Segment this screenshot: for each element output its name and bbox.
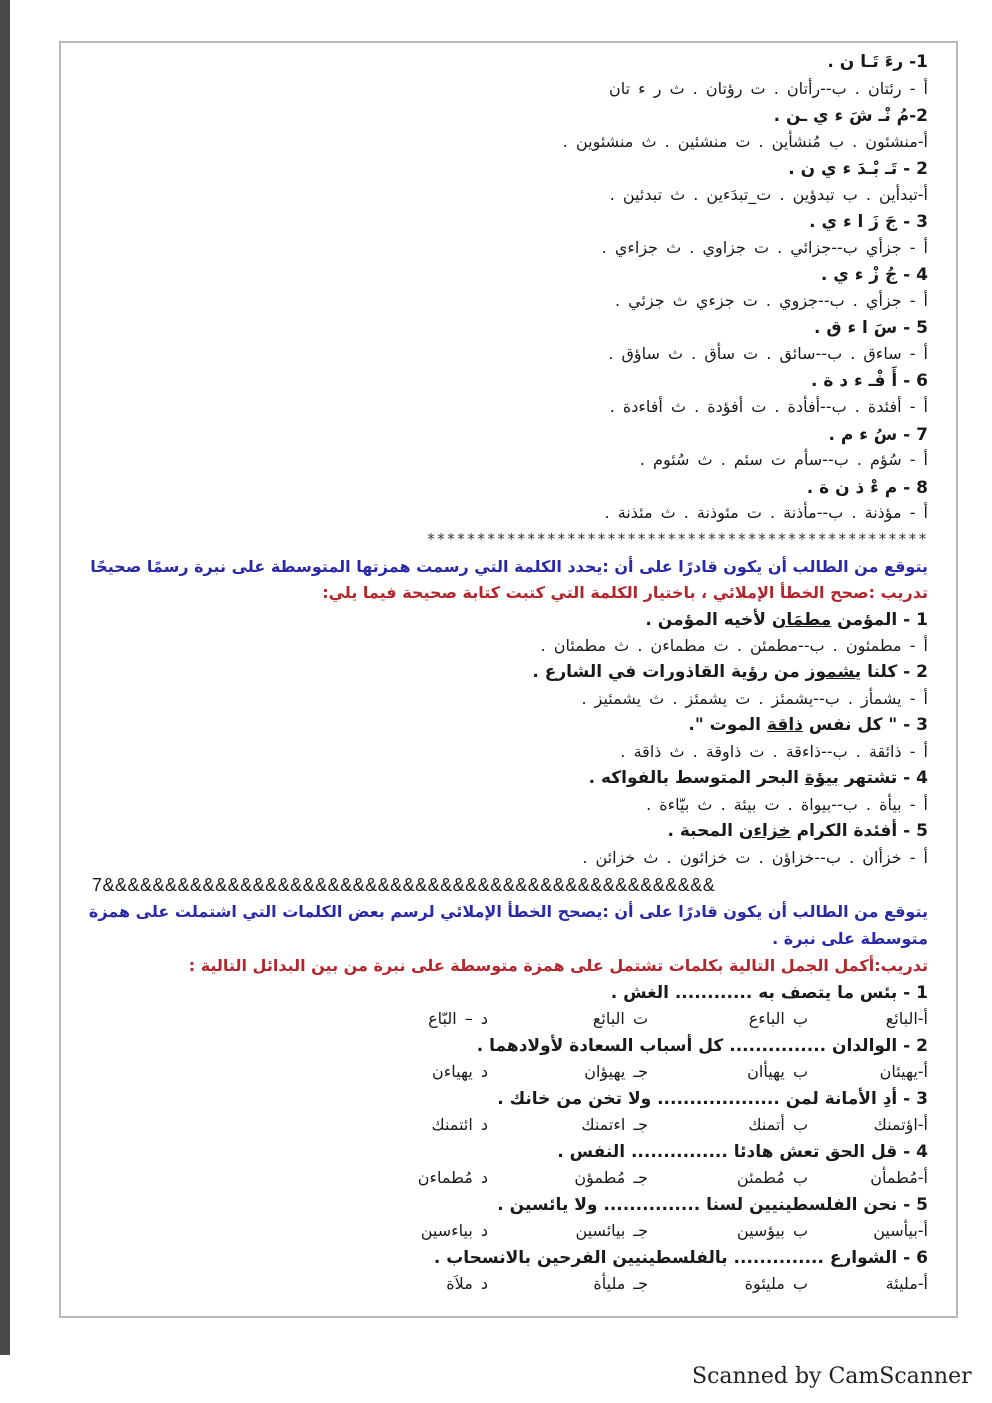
s3-q6-opt-a: أ-مليئة: [885, 1274, 928, 1293]
s3-q4-opt-b: ب مُطمئن: [736, 1168, 808, 1187]
s2-q3-pre: 3 - " كل نفس: [802, 715, 928, 735]
s1-options-4: أ - جزأي ب--جزائي . ت جزاوي . ث جزاءي .: [601, 238, 928, 257]
s2-q4-post: البحر المتوسط بالفواكه .: [588, 768, 805, 788]
s2-q5-pre: 5 - أفئدة الكرام: [790, 821, 928, 841]
s3-options-3: [80, 1114, 992, 1136]
s2-q1-pre: 1 - المؤمن: [831, 610, 928, 630]
s2-question-2: [80, 661, 928, 683]
s3-q2-opt-a: أ-يهيئان: [879, 1062, 928, 1081]
s1-options-3: أ-تبدأين . ب تبدؤين . ت_تبدَءين . ث تبدئين .: [609, 185, 928, 204]
s3-q1-opt-b: ب الباءع: [748, 1009, 808, 1028]
s3-q4-opt-a: أ-مُطمأن: [870, 1168, 928, 1187]
star-separator: **************************************************: [426, 530, 928, 548]
s3-q3-opt-d: د ائتمنك: [431, 1115, 488, 1134]
s1-options-2: أ-منشئون . ب مُنشأين . ت منشئين . ث منشئوين .: [562, 132, 928, 151]
s3-options-4: [80, 1167, 992, 1189]
s3-q3-opt-c: جـ اءتمنك: [581, 1115, 648, 1134]
s1-options-9: أ - مؤذنة . ب--مأذنة . ت مئوذنة . ث مئذنة .: [604, 503, 928, 522]
s1-options-7: أ - أفئدة . ب--أفأدة . ت أفؤدة . ث أفاءدة .: [609, 397, 928, 416]
s1-options-6: أ - ساءق . ب--سائق . ت سأق . ث ساؤق .: [608, 344, 928, 363]
s2-question-3: [80, 714, 928, 736]
s3-options-5: [80, 1220, 992, 1242]
s3-options-2: [80, 1061, 992, 1083]
ampersand-separator: 7&&&&&&&&&&&&&&&&&&&&&&&&&&&&&&&&&&&&&&&&&&&&&&&&&: [92, 875, 716, 895]
s2-options-3: أ - ذائقة . ب--ذاءقة . ت ذاوقة . ث ذاقة .: [620, 742, 928, 761]
s3-q2-opt-c: جـ يهيؤان: [584, 1062, 648, 1081]
s2-q4-pre: 4 - تشتهر: [838, 768, 928, 788]
left-edge-bar: [0, 0, 10, 1355]
s3-options-6: [80, 1273, 992, 1295]
s3-exercise: تدريب:أكمل الجمل التالية بكلمات تشتمل على همزة متوسطة على نبرة من بين البدائل التالية :: [188, 956, 928, 975]
s3-question-6: 6 - الشوارع .............. بالفلسطينيين الفرحين بالانسحاب .: [433, 1248, 928, 1268]
s3-q6-opt-d: د ملاَة: [446, 1274, 488, 1293]
s2-options-1: أ - مطمئون . ب--مطمئن . ت مطماءن . ث مطمئان .: [540, 636, 928, 655]
s1-question-4: 3 - جَ زَ ا ء ي .: [809, 212, 928, 232]
s3-question-2: 2 - الوالدان ............... كل أسباب السعادة لأولادهما .: [476, 1036, 928, 1056]
s1-question-7: 6 - أَ فْـ ء د ة .: [810, 371, 928, 391]
s3-q3-opt-b: ب أتمنك: [748, 1115, 808, 1134]
s3-q2-opt-b: ب يهيأان: [747, 1062, 808, 1081]
s3-question-4: 4 - قل الحق تعش هادئا ............... النفس .: [557, 1142, 928, 1162]
s1-question-2: 2-مُ نْـ شَ ء ي ـن .: [773, 106, 928, 126]
s2-exercise: تدريب :صحح الخطأ الإملائي ، باختيار الكلمة التي كتبت كتابة صحيحة فيما يلي:: [322, 583, 928, 602]
s2-question-1: [80, 609, 928, 631]
s2-q3-word: ذاقة: [766, 715, 803, 735]
s3-options-1: [80, 1008, 992, 1030]
s2-q4-word: بيؤة: [804, 768, 839, 788]
camscanner-footer: Scanned by CamScanner: [692, 1364, 972, 1389]
s3-question-5: 5 - نحن الفلسطينيين لسنا ............... ولا يائسين .: [497, 1195, 928, 1215]
s1-question-8: 7 - سُ ء م .: [828, 425, 928, 445]
s2-q2-word: يشموز: [805, 662, 862, 682]
s3-q5-opt-a: أ-بيأسين: [873, 1221, 928, 1240]
s3-question-3: 3 - أدِ الأمانة لمن ................... ولا تخن من خانك .: [497, 1089, 928, 1109]
s1-options-8: أ - سُؤم . ب--سأم ت سئم . ث سُئوم .: [639, 450, 928, 469]
s3-q5-opt-d: د بياءسين: [420, 1221, 488, 1240]
s1-options-5: أ - جزأي . ب--جزوي . ت جزءي ث جزئي .: [615, 291, 928, 310]
s3-q5-opt-c: جـ بيائسين: [575, 1221, 648, 1240]
s2-q2-post: من رؤية القاذورات في الشارع .: [532, 662, 806, 682]
s3-q2-opt-d: د يهياءن: [431, 1062, 488, 1081]
s2-q5-post: المحبة .: [667, 821, 739, 841]
s1-options-1: أ - رئتان . ب--رأتان . ت رؤتان . ث ر ء تان: [609, 79, 928, 98]
s2-options-4: أ - بيأة . ب--بيواة . ت بيئة . ث بيّاءة .: [646, 795, 928, 814]
s2-q1-word: مطمَان: [771, 610, 832, 630]
s2-q2-pre: 2 - كلنا: [861, 662, 928, 682]
s3-q6-opt-b: ب مليئوة: [744, 1274, 808, 1293]
s3-q4-opt-d: د مُطماءن: [417, 1168, 488, 1187]
s3-q4-opt-c: جـ مُطمؤن: [574, 1168, 648, 1187]
s3-q6-opt-c: جـ مليأة: [593, 1274, 648, 1293]
s2-q5-word: خزاءن: [738, 821, 791, 841]
s1-question-3: 2 - تَـ بْـدَ ء ي ن .: [788, 159, 928, 179]
s1-question-1: 1- رءَ تَـا ن .: [827, 52, 928, 72]
s3-objective-line1: يتوقع من الطالب أن يكون قادرًا على أن :يصحح الخطأ الإملائي لرسم بعض الكلمات التي اشتملت على همزة: [88, 902, 928, 921]
s2-options-2: أ - يشمأز . ب--يشمئز . ت يشمئز . ث يشمئيز .: [581, 689, 928, 708]
s3-q1-opt-d: د – البّاع: [428, 1009, 488, 1028]
s2-objective: يتوقع من الطالب أن يكون قادرًا على أن :يحدد الكلمة التي رسمت همزتها المتوسطة على نبرة رسمًا صحيحًا: [90, 557, 928, 576]
s3-q3-opt-a: أ-اؤتمنك: [873, 1115, 928, 1134]
s1-question-9: 8 - م ءْ ذ ن ة .: [806, 478, 928, 498]
s1-question-5: 4 - جُ زْ ء ي .: [820, 265, 928, 285]
s3-question-1: 1 - بئس ما يتصف به ............ الغش .: [610, 983, 928, 1003]
s3-q5-opt-b: ب بيؤسين: [736, 1221, 808, 1240]
s3-q1-opt-c: ت البائع: [592, 1009, 648, 1028]
s2-q3-post: الموت ".: [688, 715, 767, 735]
s3-q1-opt-a: أ-البائع: [885, 1009, 928, 1028]
s3-objective-line2: متوسطة على نبرة .: [772, 929, 928, 948]
s1-question-6: 5 - سَ ا ء ق .: [813, 318, 928, 338]
s2-question-5: [80, 820, 928, 842]
s2-options-5: أ - خزأان . ب--خزاؤن . ت خزائون . ث خزائن .: [582, 848, 928, 867]
s2-question-4: [80, 767, 928, 789]
s2-q1-post: لأخيه المؤمن .: [645, 610, 772, 630]
